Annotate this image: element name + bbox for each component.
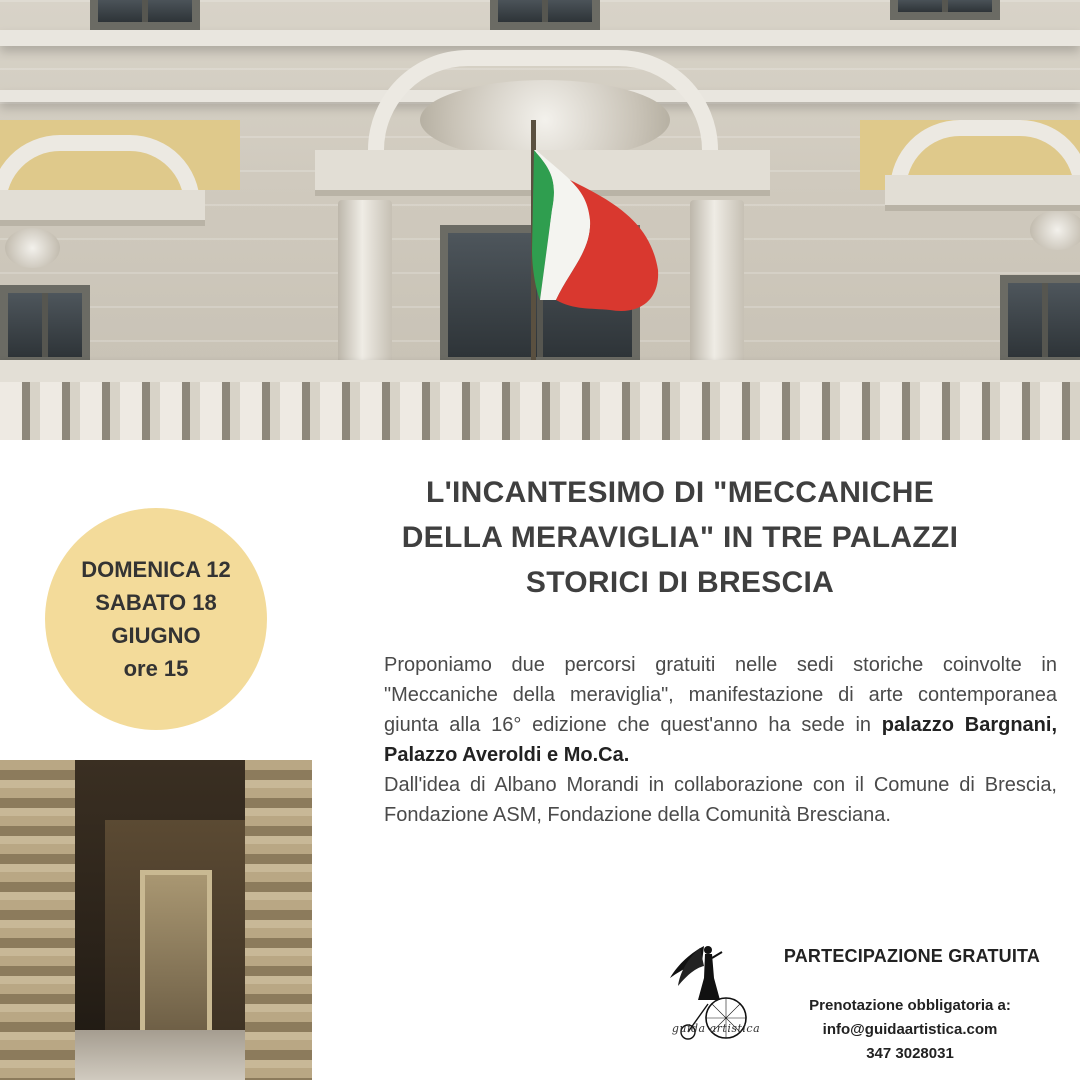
lower-window-right [1000,275,1080,365]
date-badge [45,508,267,730]
date-line-2: SABATO 18 [95,590,217,615]
event-title [370,470,990,605]
sculpted-relief [420,80,670,160]
logo-text: guida artistica [671,1022,761,1035]
column-right [690,200,744,365]
booking-label: Prenotazione obbligatoria a: [809,997,1011,1014]
column-left [338,200,392,365]
booking-email[interactable]: info@guidaartistica.com [822,1021,998,1038]
italian-flag-icon [530,150,662,315]
upper-window-center [490,0,600,30]
lower-window-left [0,285,90,365]
title-line-3: STORICI DI BRESCIA [525,566,835,599]
booking-phone[interactable]: 347 3028031 [866,1045,954,1062]
title-line-2: DELLA MERAVIGLIA" IN TRE PALAZZI [401,521,959,554]
description-paragraph-2: Dall'idea di Albano Morandi in collaborazione con il Comune di Brescia, Fondazione ASM, Fondazione della Comunità Bresciana. [384,774,1057,826]
far-doorway [140,870,212,1040]
upper-window-left [90,0,200,30]
window-pediment-left [0,190,205,226]
upper-cornice [0,30,1080,46]
marble-floor [75,1030,245,1080]
title-line-1: L'INCANTESIMO DI "MECCANICHE [425,476,935,509]
palazzo-facade-photo [0,0,1080,440]
balustrade-posts [0,382,1080,440]
date-line-1: DOMENICA 12 [81,557,231,582]
description-text: Proponiamo due percorsi gratuiti nelle sedi storiche coinvolte in "Meccaniche della meraviglia", manifestazione di arte contemporanea giunta alla 16° edizione che quest'anno ha sede in [384,654,1057,736]
description-paragraph-1 [384,650,1057,770]
free-participation-headline: PARTECIPAZIONE GRATUITA [783,946,1041,966]
window-pediment-right [885,175,1080,211]
date-line-3: GIUGNO [111,623,201,648]
carved-door-frame-right [245,760,312,1080]
balustrade-rail [0,360,1080,382]
mask-relief-right [1030,210,1080,250]
upper-window-right [890,0,1000,20]
date-line-4: ore 15 [123,656,189,681]
stone-balustrade [0,360,1080,440]
venues-list: palazzo Bargnani, Palazzo Averoldi e Mo.Ca. [384,714,1058,766]
event-description [384,650,1057,830]
mask-relief-left [5,228,60,268]
booking-info [770,994,1050,1066]
carved-door-frame-left [0,760,75,1080]
palazzo-interior-photo [0,760,312,1080]
